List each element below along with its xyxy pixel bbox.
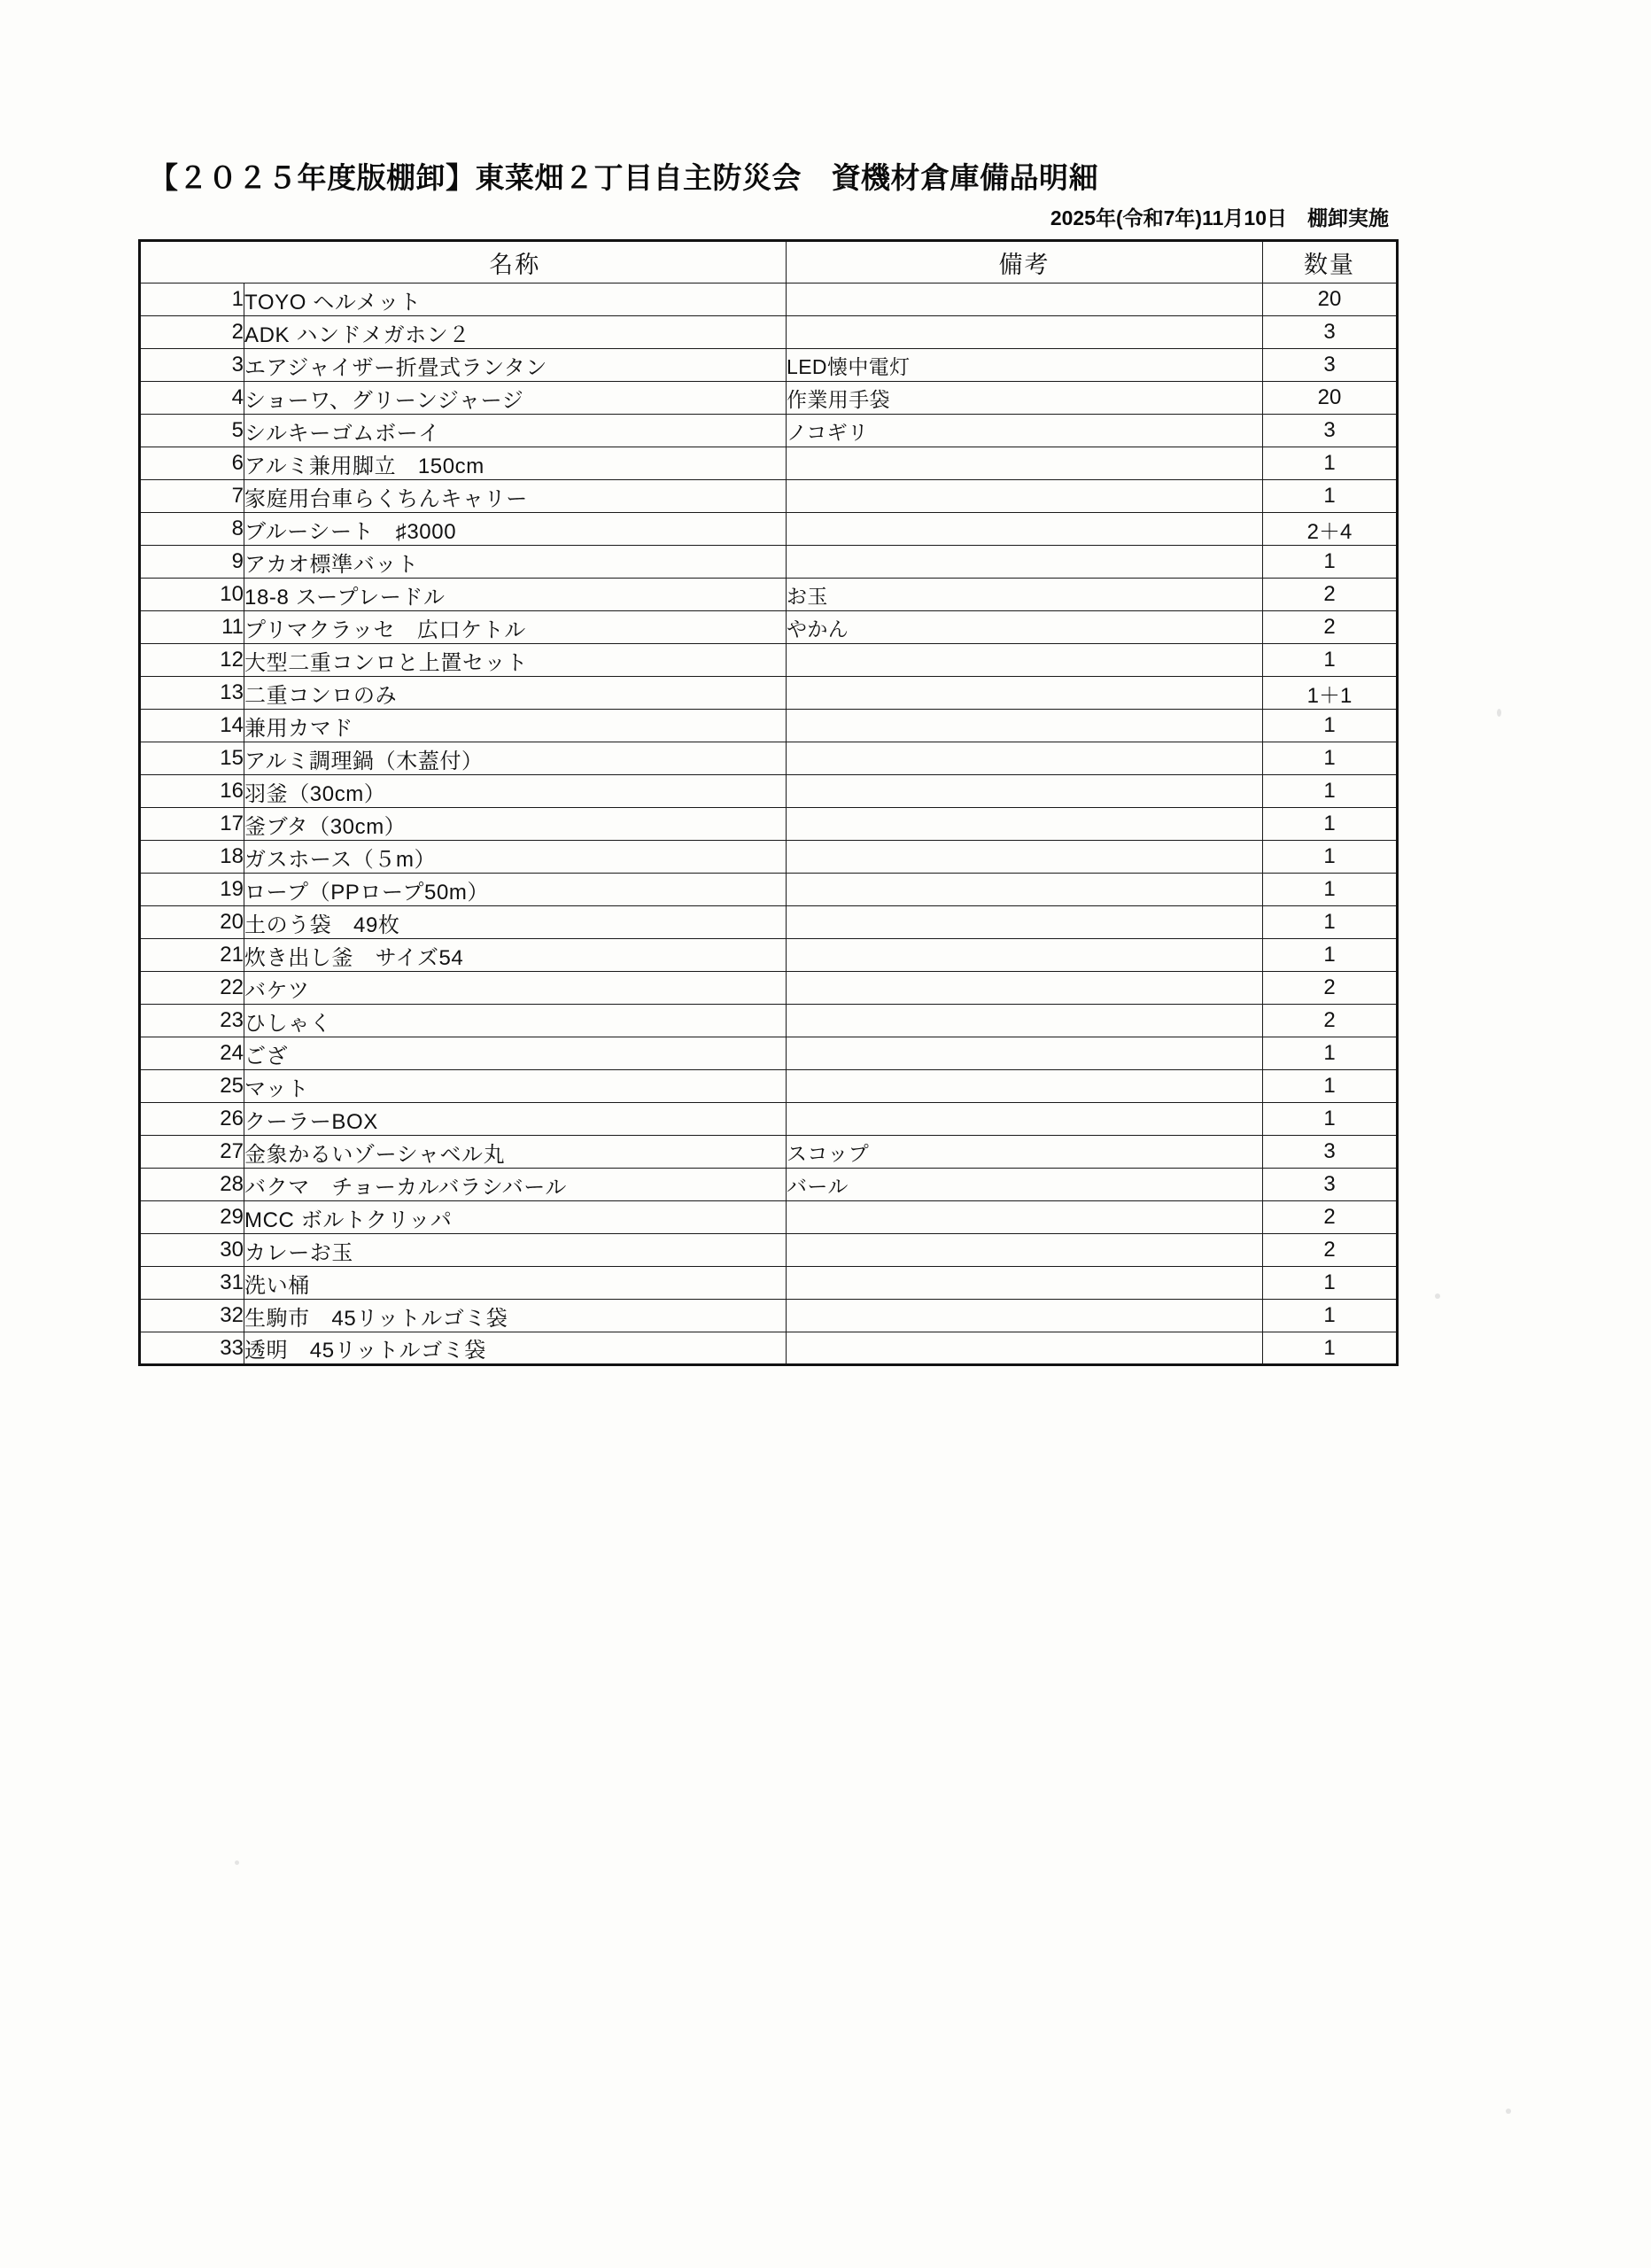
cell-item-name: 釜ブタ（30cm） (244, 808, 787, 841)
cell-item-quantity: 2 (1263, 611, 1398, 644)
cell-item-quantity: 1 (1263, 1070, 1398, 1103)
table-row (140, 1005, 1398, 1037)
table-row (140, 677, 1398, 710)
cell-row-number: 20 (140, 906, 244, 939)
cell-item-note (787, 284, 1263, 316)
cell-item-note: スコップ (787, 1136, 1263, 1169)
cell-row-number: 10 (140, 579, 244, 611)
cell-item-quantity: 1＋1 (1263, 677, 1398, 710)
cell-row-number: 5 (140, 415, 244, 447)
cell-item-note (787, 1234, 1263, 1267)
cell-item-note (787, 644, 1263, 677)
table-row (140, 1136, 1398, 1169)
cell-row-number: 11 (140, 611, 244, 644)
cell-row-number: 25 (140, 1070, 244, 1103)
cell-item-name: アルミ兼用脚立 150cm (244, 447, 787, 480)
cell-row-number: 31 (140, 1267, 244, 1300)
cell-item-quantity: 2＋4 (1263, 513, 1398, 546)
table-row (140, 1169, 1398, 1201)
cell-item-quantity: 1 (1263, 874, 1398, 906)
cell-item-note: お玉 (787, 579, 1263, 611)
cell-item-quantity: 1 (1263, 939, 1398, 972)
cell-item-note (787, 874, 1263, 906)
cell-row-number: 32 (140, 1300, 244, 1332)
cell-item-name: 兼用カマド (244, 710, 787, 742)
cell-item-quantity: 1 (1263, 1300, 1398, 1332)
cell-item-name: プリマクラッセ 広口ケトル (244, 611, 787, 644)
cell-item-quantity: 3 (1263, 349, 1398, 382)
cell-item-quantity: 1 (1263, 644, 1398, 677)
cell-row-number: 21 (140, 939, 244, 972)
cell-item-quantity: 1 (1263, 841, 1398, 874)
cell-item-name: 土のう袋 49枚 (244, 906, 787, 939)
cell-row-number: 18 (140, 841, 244, 874)
table-row (140, 1037, 1398, 1070)
cell-item-note (787, 775, 1263, 808)
cell-row-number: 14 (140, 710, 244, 742)
cell-item-name: マット (244, 1070, 787, 1103)
table-row (140, 939, 1398, 972)
cell-row-number: 12 (140, 644, 244, 677)
cell-item-quantity: 1 (1263, 447, 1398, 480)
cell-item-name: 透明 45リットルゴミ袋 (244, 1332, 787, 1365)
table-row (140, 906, 1398, 939)
scan-speck (1506, 2109, 1511, 2114)
cell-item-quantity: 1 (1263, 480, 1398, 513)
cell-item-quantity: 1 (1263, 1037, 1398, 1070)
cell-item-note (787, 939, 1263, 972)
cell-item-quantity: 3 (1263, 316, 1398, 349)
table-row (140, 382, 1398, 415)
cell-item-name: TOYO ヘルメット (244, 284, 787, 316)
cell-item-name: カレーお玉 (244, 1234, 787, 1267)
inventory-date: 2025年(令和7年)11月10日 棚卸実施 (1050, 206, 1389, 229)
cell-item-quantity: 20 (1263, 284, 1398, 316)
cell-item-note (787, 1300, 1263, 1332)
table-row (140, 874, 1398, 906)
cell-row-number: 19 (140, 874, 244, 906)
cell-item-quantity: 2 (1263, 1234, 1398, 1267)
cell-item-quantity: 2 (1263, 972, 1398, 1005)
cell-item-name: ござ (244, 1037, 787, 1070)
scan-speck (1435, 1293, 1440, 1299)
cell-item-note (787, 316, 1263, 349)
table-row (140, 447, 1398, 480)
cell-item-quantity: 3 (1263, 1169, 1398, 1201)
cell-item-quantity: 1 (1263, 1103, 1398, 1136)
cell-item-note (787, 808, 1263, 841)
scan-speck (1497, 709, 1501, 717)
cell-item-note (787, 513, 1263, 546)
cell-item-quantity: 1 (1263, 710, 1398, 742)
cell-item-quantity: 3 (1263, 1136, 1398, 1169)
cell-item-name: 炊き出し釜 サイズ54 (244, 939, 787, 972)
table-row (140, 972, 1398, 1005)
cell-item-name: ガスホース（５m） (244, 841, 787, 874)
cell-row-number: 3 (140, 349, 244, 382)
cell-row-number: 2 (140, 316, 244, 349)
cell-row-number: 23 (140, 1005, 244, 1037)
cell-item-name: ひしゃく (244, 1005, 787, 1037)
cell-item-name: 洗い桶 (244, 1267, 787, 1300)
column-header-no (140, 241, 244, 284)
cell-item-name: アカオ標準バット (244, 546, 787, 579)
cell-item-name: シルキーゴムボーイ (244, 415, 787, 447)
cell-row-number: 33 (140, 1332, 244, 1365)
cell-item-note: ノコギリ (787, 415, 1263, 447)
cell-item-note (787, 546, 1263, 579)
table-row (140, 1332, 1398, 1365)
cell-item-note: バール (787, 1169, 1263, 1201)
cell-item-name: バクマ チョーカルバラシバール (244, 1169, 787, 1201)
cell-row-number: 6 (140, 447, 244, 480)
table-row (140, 480, 1398, 513)
cell-item-name: クーラーBOX (244, 1103, 787, 1136)
cell-item-note: やかん (787, 611, 1263, 644)
table-row (140, 1201, 1398, 1234)
cell-item-note (787, 480, 1263, 513)
column-header-qty: 数量 (1263, 241, 1398, 284)
cell-item-name: 二重コンロのみ (244, 677, 787, 710)
cell-row-number: 13 (140, 677, 244, 710)
cell-item-quantity: 1 (1263, 775, 1398, 808)
cell-item-quantity: 1 (1263, 1267, 1398, 1300)
table-row (140, 1300, 1398, 1332)
cell-item-note (787, 1332, 1263, 1365)
table-row (140, 546, 1398, 579)
cell-row-number: 7 (140, 480, 244, 513)
cell-item-name: 金象かるいゾーシャベル丸 (244, 1136, 787, 1169)
cell-item-name: 羽釜（30cm） (244, 775, 787, 808)
cell-row-number: 30 (140, 1234, 244, 1267)
cell-item-quantity: 1 (1263, 808, 1398, 841)
cell-row-number: 15 (140, 742, 244, 775)
cell-item-quantity: 20 (1263, 382, 1398, 415)
cell-item-name: ロープ（PPロープ50m） (244, 874, 787, 906)
cell-row-number: 26 (140, 1103, 244, 1136)
cell-row-number: 4 (140, 382, 244, 415)
cell-row-number: 16 (140, 775, 244, 808)
cell-item-note (787, 710, 1263, 742)
cell-item-quantity: 2 (1263, 1201, 1398, 1234)
cell-row-number: 9 (140, 546, 244, 579)
scan-speck (235, 1860, 239, 1865)
cell-item-name: MCC ボルトクリッパ (244, 1201, 787, 1234)
table-header (140, 241, 1398, 284)
table-row (140, 1070, 1398, 1103)
table-row (140, 742, 1398, 775)
cell-row-number: 22 (140, 972, 244, 1005)
cell-item-note (787, 841, 1263, 874)
cell-item-note (787, 906, 1263, 939)
cell-item-note (787, 1103, 1263, 1136)
cell-item-note (787, 1201, 1263, 1234)
cell-item-note: LED懐中電灯 (787, 349, 1263, 382)
cell-item-quantity: 2 (1263, 579, 1398, 611)
cell-item-quantity: 1 (1263, 1332, 1398, 1365)
cell-item-note (787, 972, 1263, 1005)
cell-item-note (787, 1070, 1263, 1103)
table-row (140, 1267, 1398, 1300)
column-header-note: 備考 (787, 241, 1263, 284)
table-row (140, 316, 1398, 349)
cell-item-note (787, 1267, 1263, 1300)
table-row (140, 644, 1398, 677)
cell-item-name: エアジャイザー折畳式ランタン (244, 349, 787, 382)
cell-item-note (787, 447, 1263, 480)
cell-item-name: 家庭用台車らくちんキャリー (244, 480, 787, 513)
cell-row-number: 27 (140, 1136, 244, 1169)
cell-item-name: 18-8 スープレードル (244, 579, 787, 611)
table-row (140, 775, 1398, 808)
cell-item-quantity: 3 (1263, 415, 1398, 447)
table-row (140, 1103, 1398, 1136)
table-row (140, 1234, 1398, 1267)
table-row (140, 808, 1398, 841)
cell-item-name: ショーワ、グリーンジャージ (244, 382, 787, 415)
table-row (140, 579, 1398, 611)
column-header-name: 名称 (244, 241, 787, 284)
cell-item-note (787, 677, 1263, 710)
cell-item-name: バケツ (244, 972, 787, 1005)
inventory-table (138, 239, 1399, 1366)
cell-item-name: ブルーシート ♯3000 (244, 513, 787, 546)
cell-item-note (787, 1037, 1263, 1070)
cell-item-quantity: 2 (1263, 1005, 1398, 1037)
cell-item-note (787, 1005, 1263, 1037)
page-title: 【２０２５年度版棚卸】東菜畑２丁目自主防災会 資機材倉庫備品明細 (149, 161, 1098, 194)
table-row (140, 415, 1398, 447)
table-row (140, 710, 1398, 742)
cell-item-quantity: 1 (1263, 742, 1398, 775)
table-row (140, 513, 1398, 546)
cell-item-name: ADK ハンドメガホン２ (244, 316, 787, 349)
cell-item-note (787, 742, 1263, 775)
table-row (140, 349, 1398, 382)
table-row (140, 611, 1398, 644)
cell-row-number: 28 (140, 1169, 244, 1201)
cell-row-number: 29 (140, 1201, 244, 1234)
cell-item-name: アルミ調理鍋（木蓋付） (244, 742, 787, 775)
table-row (140, 284, 1398, 316)
cell-row-number: 8 (140, 513, 244, 546)
cell-item-quantity: 1 (1263, 546, 1398, 579)
cell-row-number: 17 (140, 808, 244, 841)
table-body (140, 284, 1398, 1365)
cell-item-note: 作業用手袋 (787, 382, 1263, 415)
cell-row-number: 1 (140, 284, 244, 316)
cell-item-name: 大型二重コンロと上置セット (244, 644, 787, 677)
table-row (140, 841, 1398, 874)
cell-item-quantity: 1 (1263, 906, 1398, 939)
cell-item-name: 生駒市 45リットルゴミ袋 (244, 1300, 787, 1332)
cell-row-number: 24 (140, 1037, 244, 1070)
inventory-table-container (138, 239, 1396, 1366)
